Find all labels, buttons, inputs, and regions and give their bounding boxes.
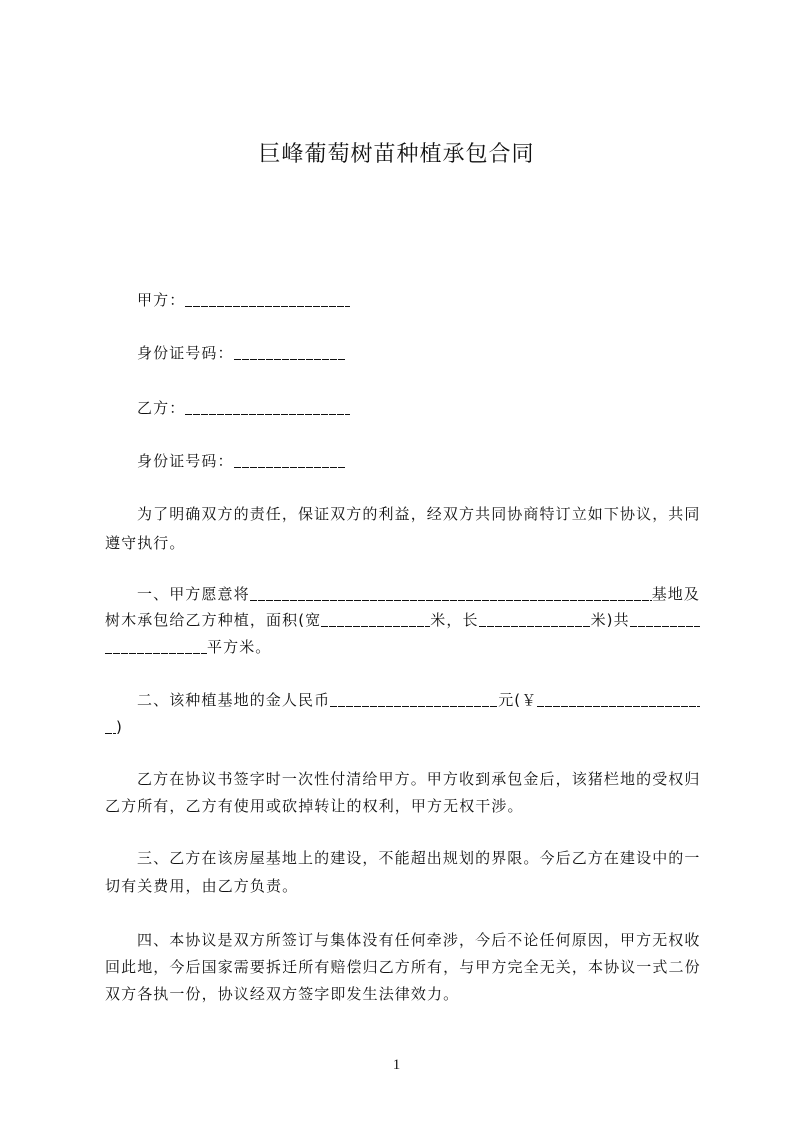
party-b-name-blank	[185, 398, 350, 418]
page-number: 1	[392, 1057, 401, 1073]
party-a-id-blank	[234, 343, 346, 363]
party-b-label: 乙方：	[137, 399, 186, 417]
preamble-text: 遵守执行。	[105, 534, 186, 552]
party-a-line	[137, 290, 350, 310]
party-a-id-label: 身份证号码：	[137, 344, 234, 362]
area-blank-continued	[105, 637, 207, 657]
clause-1-text: 基地及	[651, 585, 700, 603]
payment-text: 乙方在协议书签字时一次性付清给甲方。甲方收到承包金后，该猪栏地的受权归	[137, 770, 701, 788]
preamble-line-1	[137, 504, 701, 524]
amount-figures-blank-continued	[105, 717, 116, 737]
preamble-line-2	[105, 533, 186, 553]
area-blank	[630, 610, 700, 630]
width-blank	[321, 610, 430, 630]
clause-1-text: 一、甲方愿意将	[137, 585, 250, 603]
clause-1-line-2	[105, 610, 700, 630]
clause-4-text: 双方各执一份，协议经双方签字即发生法律效力。	[105, 985, 460, 1003]
clause-1-text: 米，长	[430, 611, 479, 629]
party-b-line	[137, 398, 350, 418]
party-a-label: 甲方：	[137, 291, 186, 309]
clause-3-text: 切有关费用，由乙方负责。	[105, 877, 299, 895]
clause-2-text: 二、该种植基地的金人民币	[137, 691, 331, 709]
clause-4-text: 四、本协议是双方所签订与集体没有任何牵涉，今后不论任何原因，甲方无权收	[137, 931, 701, 949]
base-location-blank	[250, 584, 652, 604]
payment-text: 乙方所有，乙方有使用或砍掉转让的权利，甲方无权干涉。	[105, 797, 524, 815]
clause-4-line-3	[105, 984, 459, 1004]
clause-2-text: 元(￥	[498, 691, 538, 709]
document-title: 巨峰葡萄树苗种植承包合同	[258, 142, 535, 167]
clause-1-line-1	[137, 584, 700, 604]
clause-4-text: 回此地，今后国家需要拆迁所有赔偿归乙方所有，与甲方完全无关，本协议一式二份	[105, 958, 701, 976]
clause-1-text: 平方米。	[207, 638, 272, 656]
length-blank	[479, 610, 591, 630]
clause-1-line-3	[105, 637, 271, 657]
amount-figures-blank	[537, 690, 700, 710]
clause-2-text: )	[116, 718, 123, 736]
clause-2-line-1	[137, 690, 700, 710]
clause-4-line-2	[105, 957, 701, 977]
clause-4-line-1	[137, 930, 701, 950]
party-b-id-blank	[234, 451, 346, 471]
clause-3-line-1	[137, 848, 701, 868]
clause-1-text: 米)共	[590, 611, 630, 629]
amount-words-blank	[330, 690, 498, 710]
payment-line-1	[137, 769, 701, 789]
party-a-name-blank	[185, 290, 350, 310]
clause-3-text: 三、乙方在该房屋基地上的建设，不能超出规划的界限。今后乙方在建设中的一	[137, 849, 701, 867]
preamble-text: 为了明确双方的责任，保证双方的利益，经双方共同协商特订立如下协议，共同	[137, 505, 701, 523]
party-b-id-label: 身份证号码：	[137, 452, 234, 470]
party-a-id-line	[137, 343, 346, 363]
clause-3-line-2	[105, 876, 298, 896]
party-b-id-line	[137, 451, 346, 471]
clause-1-text: 树木承包给乙方种植，面积(宽	[105, 611, 322, 629]
clause-2-line-2	[105, 717, 123, 737]
payment-line-2	[105, 796, 524, 816]
